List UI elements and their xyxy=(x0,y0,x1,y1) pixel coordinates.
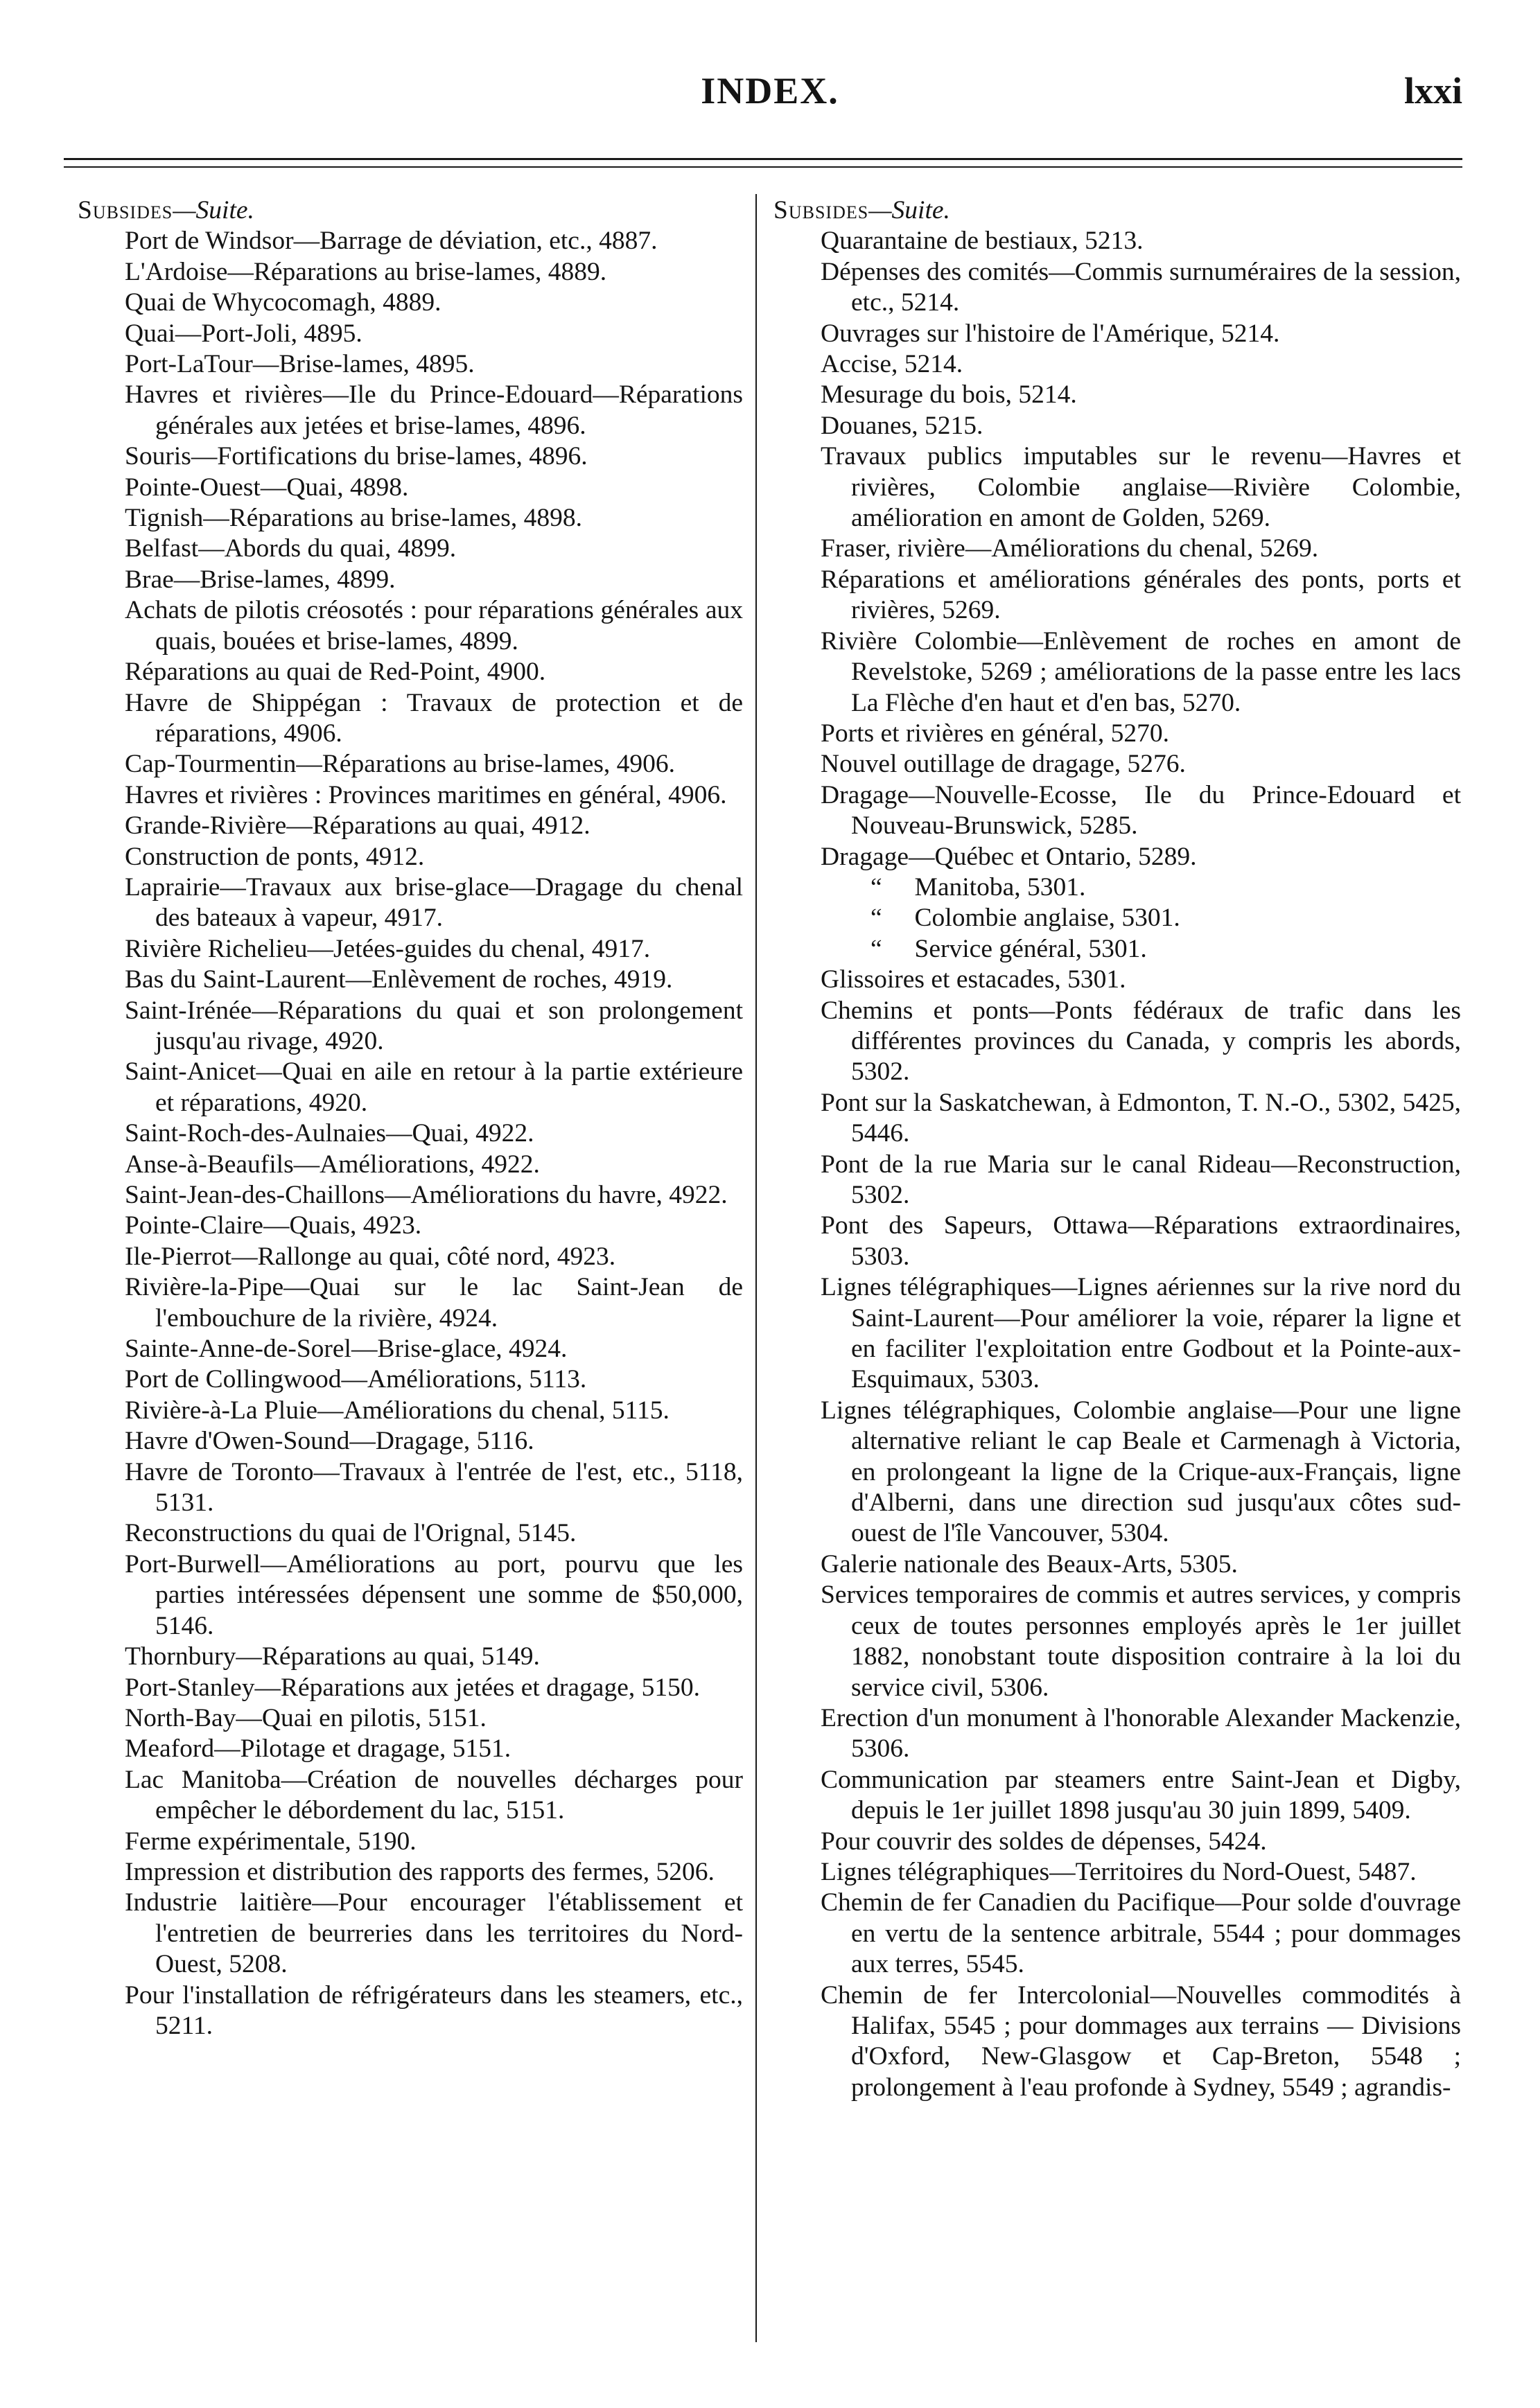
index-entry: Travaux publics imputables sur le revenu—Havres et rivières, Colombie anglaise—Rivière Colombie, amélioration en amont de Golden, 5269. xyxy=(821,442,1461,533)
index-entry: Port de Windsor—Barrage de déviation, etc., 4887. xyxy=(125,227,658,256)
header-rule-top xyxy=(64,158,1462,160)
index-entry: Construction de ponts, 4912. xyxy=(125,842,425,871)
index-entry: Rivière-la-Pipe—Quai sur le lac Saint-Jean de l'embouchure de la rivière, 4924. xyxy=(125,1273,743,1333)
index-entry: Achats de pilotis créosotés : pour réparations générales aux quais, bouées et brise-lames, 4899. xyxy=(125,596,743,656)
index-entry: Havres et rivières—Ile du Prince-Edouard—Réparations générales aux jetées et brise-lames, 4896. xyxy=(125,380,743,440)
index-entry: Pointe-Claire—Quais, 4923. xyxy=(125,1211,422,1240)
index-entry: Havres et rivières : Provinces maritimes en général, 4906. xyxy=(125,780,727,809)
left-column xyxy=(78,195,743,2041)
page-number: lxxi xyxy=(1403,70,1462,112)
index-entry: Réparations et améliorations générales des ponts, ports et rivières, 5269. xyxy=(821,565,1461,625)
index-entry: Pont sur la Saskatchewan, à Edmonton, T. N.-O., 5302, 5425, 5446. xyxy=(821,1088,1461,1148)
index-entry: L'Ardoise—Réparations au brise-lames, 4889. xyxy=(125,257,607,286)
index-entry: Havre d'Owen-Sound—Dragage, 5116. xyxy=(125,1427,534,1456)
index-entry: Pour l'installation de réfrigérateurs dans les steamers, etc., 5211. xyxy=(125,1980,743,2040)
index-entry: Quai—Port-Joli, 4895. xyxy=(125,319,362,348)
right-entry-list xyxy=(773,226,1461,2103)
header-rule-bottom xyxy=(64,166,1462,168)
left-entry-list xyxy=(78,226,743,2041)
index-entry: Reconstructions du quai de l'Orignal, 5145. xyxy=(125,1519,577,1548)
index-entry: Pont de la rue Maria sur le canal Rideau—Reconstruction, 5302. xyxy=(821,1150,1461,1209)
ditto-entry: “ Service général, 5301. xyxy=(870,934,1147,963)
index-entry: Sainte-Anne-de-Sorel—Brise-glace, 4924. xyxy=(125,1335,568,1364)
index-entry: Souris—Fortifications du brise-lames, 4896. xyxy=(125,442,588,471)
heading-label: Subsides xyxy=(773,196,869,225)
index-entry: Port-LaTour—Brise-lames, 4895. xyxy=(125,350,475,379)
index-entry: Grande-Rivière—Réparations au quai, 4912. xyxy=(125,811,590,841)
index-entry: Glissoires et estacades, 5301. xyxy=(821,965,1126,994)
index-entry: Réparations au quai de Red-Point, 4900. xyxy=(125,658,546,687)
index-entry: Quarantaine de bestiaux, 5213. xyxy=(821,227,1144,256)
index-entry: Communication par steamers entre Saint-Jean et Digby, depuis le 1er juillet 1898 jusqu'au 30 juin 1899, 5409. xyxy=(821,1765,1461,1825)
index-entry: Rivière Richelieu—Jetées-guides du chenal, 4917. xyxy=(125,934,651,963)
index-entry: Chemins et ponts—Ponts fédéraux de trafic dans les différentes provinces du Canada, y compris les abords, 5302. xyxy=(821,996,1461,1087)
heading-label: Subsides xyxy=(78,196,173,225)
index-entry: Pointe-Ouest—Quai, 4898. xyxy=(125,473,409,502)
index-entry: Saint-Irénée—Réparations du quai et son prolongement jusqu'au rivage, 4920. xyxy=(125,996,743,1055)
index-entry: Saint-Anicet—Quai en aile en retour à la partie extérieure et réparations, 4920. xyxy=(125,1057,743,1117)
index-entry: Meaford—Pilotage et dragage, 5151. xyxy=(125,1734,511,1764)
index-entry: Mesurage du bois, 5214. xyxy=(821,380,1077,410)
index-entry: Ports et rivières en général, 5270. xyxy=(821,719,1169,748)
index-entry: Port-Burwell—Améliorations au port, pourvu que les parties intéressées dépensent une somme de $50,000, 5146. xyxy=(125,1549,743,1640)
index-entry: Ile-Pierrot—Rallonge au quai, côté nord, 4923. xyxy=(125,1242,616,1271)
index-entry: Brae—Brise-lames, 4899. xyxy=(125,565,396,594)
index-entry: Bas du Saint-Laurent—Enlèvement de roches, 4919. xyxy=(125,965,673,994)
index-entry: Fraser, rivière—Améliorations du chenal, 5269. xyxy=(821,534,1319,563)
index-entry: Havre de Shippégan : Travaux de protection et de réparations, 4906. xyxy=(125,688,743,748)
index-entry: Laprairie—Travaux aux brise-glace—Dragage du chenal des bateaux à vapeur, 4917. xyxy=(125,872,743,933)
index-entry: Rivière-à-La Pluie—Améliorations du chenal, 5115. xyxy=(125,1396,670,1425)
index-entry: Douanes, 5215. xyxy=(821,411,983,440)
column-divider xyxy=(755,194,757,2342)
index-entry: Dragage—Québec et Ontario, 5289. xyxy=(821,842,1197,871)
index-entry: Pour couvrir des soldes de dépenses, 5424. xyxy=(821,1827,1267,1856)
index-entry: Lac Manitoba—Création de nouvelles décharges pour empêcher le débordement du lac, 5151. xyxy=(125,1765,743,1825)
index-entry: Erection d'un monument à l'honorable Alexander Mackenzie, 5306. xyxy=(821,1703,1461,1764)
left-column-heading xyxy=(78,195,743,226)
index-entry: Lignes télégraphiques—Territoires du Nord-Ouest, 5487. xyxy=(821,1857,1417,1886)
index-entry: Dépenses des comités—Commis surnuméraires de la session, etc., 5214. xyxy=(821,257,1461,317)
page-title: INDEX. xyxy=(701,70,839,112)
index-entry: Port de Collingwood—Améliorations, 5113. xyxy=(125,1365,587,1394)
index-entry: Tignish—Réparations au brise-lames, 4898. xyxy=(125,504,583,533)
index-entry: Chemin de fer Canadien du Pacifique—Pour solde d'ouvrage en vertu de la sentence arbitrale, 5544 ; pour dommages aux terres, 5545. xyxy=(821,1888,1461,1979)
index-entry: Belfast—Abords du quai, 4899. xyxy=(125,534,457,563)
index-entry: Thornbury—Réparations au quai, 5149. xyxy=(125,1642,540,1671)
index-entry: Saint-Roch-des-Aulnaies—Quai, 4922. xyxy=(125,1119,534,1148)
index-entry: Rivière Colombie—Enlèvement de roches en amont de Revelstoke, 5269 ; améliorations de la passe entre les lacs La Flèche d'en haut et d'en bas, 5270. xyxy=(821,626,1461,717)
index-entry: Services temporaires de commis et autres services, y compris ceux de toutes personnes employés après le 1er juillet 1882, nonobstant toute disposition contraire à la loi du service civil, 5306. xyxy=(821,1581,1461,1702)
ditto-entry: “ Colombie anglaise, 5301. xyxy=(870,904,1180,933)
index-entry: Nouvel outillage de dragage, 5276. xyxy=(821,750,1186,779)
page-header xyxy=(0,0,1540,146)
index-entry: Dragage—Nouvelle-Ecosse, Ile du Prince-Edouard et Nouveau-Brunswick, 5285. xyxy=(821,780,1461,841)
index-entry: Ouvrages sur l'histoire de l'Amérique, 5214. xyxy=(821,319,1280,348)
ditto-entry: “ Manitoba, 5301. xyxy=(870,872,1086,902)
index-entry: Havre de Toronto—Travaux à l'entrée de l'est, etc., 5118, 5131. xyxy=(125,1457,743,1518)
heading-suffix: —Suite. xyxy=(173,196,254,225)
index-entry: Pont des Sapeurs, Ottawa—Réparations extraordinaires, 5303. xyxy=(821,1211,1461,1271)
index-entry: Saint-Jean-des-Chaillons—Améliorations du havre, 4922. xyxy=(125,1181,728,1209)
right-column-heading xyxy=(773,195,1461,226)
index-entry: Cap-Tourmentin—Réparations au brise-lames, 4906. xyxy=(125,750,676,779)
index-entry: Quai de Whycocomagh, 4889. xyxy=(125,288,441,317)
index-entry: Industrie laitière—Pour encourager l'établissement et l'entretien de beurreries dans les territoires du Nord-Ouest, 5208. xyxy=(125,1888,743,1979)
index-entry: Lignes télégraphiques, Colombie anglaise—Pour une ligne alternative reliant le cap Beale et Carmenagh à Victoria, en prolongeant la ligne de la Crique-aux-Français, ligne d'Alberni, dans une direction sud jusqu'aux côtes sud-ouest de l'île Vancouver, 5304. xyxy=(821,1396,1461,1548)
index-entry: Chemin de fer Intercolonial—Nouvelles commodités à Halifax, 5545 ; pour dommages aux terrains — Divisions d'Oxford, New-Glasgow et Cap-Breton, 5548 ; prolongement à l'eau profonde à Sydney, 5549 ; agrandis- xyxy=(821,1980,1461,2102)
heading-suffix: —Suite. xyxy=(868,196,950,225)
index-entry: Lignes télégraphiques—Lignes aériennes sur la rive nord du Saint-Laurent—Pour améliorer la voie, réparer la ligne et en faciliter l'exploitation entre Godbout et la Pointe-aux-Esquimaux, 5303. xyxy=(821,1273,1461,1394)
index-entry: Galerie nationale des Beaux-Arts, 5305. xyxy=(821,1549,1238,1579)
index-entry: Anse-à-Beaufils—Améliorations, 4922. xyxy=(125,1150,540,1179)
index-entry: Accise, 5214. xyxy=(821,350,963,379)
index-entry: Ferme expérimentale, 5190. xyxy=(125,1827,417,1856)
index-entry: Impression et distribution des rapports des fermes, 5206. xyxy=(125,1857,715,1886)
index-entry: North-Bay—Quai en pilotis, 5151. xyxy=(125,1703,487,1732)
right-column xyxy=(773,195,1461,2103)
index-entry: Port-Stanley—Réparations aux jetées et dragage, 5150. xyxy=(125,1673,700,1702)
